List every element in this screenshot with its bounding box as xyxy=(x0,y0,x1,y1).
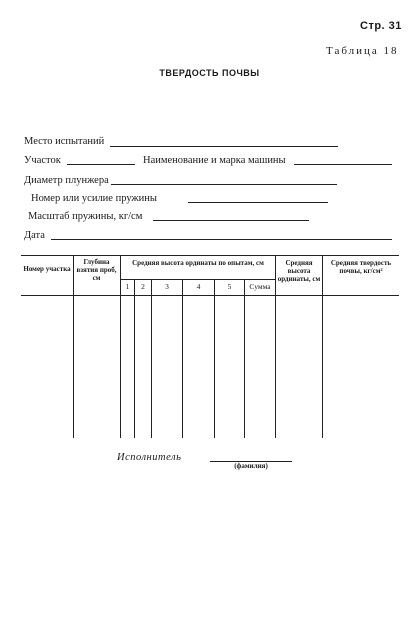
col-divider-6 xyxy=(214,279,215,438)
header-avg-ordinate: Средняя высота ординаты, см xyxy=(277,259,321,283)
table-caption: Таблица 18 xyxy=(326,45,399,57)
subcol-1: 1 xyxy=(125,282,130,291)
plunger-diameter-line[interactable] xyxy=(111,184,337,185)
site-label: Участок xyxy=(24,155,61,166)
col-divider-9 xyxy=(322,255,323,438)
page-number: Стр. 31 xyxy=(360,20,402,32)
date-label: Дата xyxy=(24,230,45,241)
test-location-label: Место испытаний xyxy=(24,136,105,147)
subcol-5: 5 xyxy=(227,282,232,291)
col-divider-5 xyxy=(182,279,183,438)
plunger-diameter-label: Диаметр плунжера xyxy=(24,175,109,186)
header-avg-hardness: Средняя твердость почвы, кг/см² xyxy=(330,259,392,275)
col-divider-7 xyxy=(244,279,245,438)
subcol-sum: Сумма xyxy=(249,282,271,291)
executor-label: Исполнитель xyxy=(117,452,182,463)
subcol-3: 3 xyxy=(165,282,169,291)
col-divider-1 xyxy=(73,255,74,438)
site-line[interactable] xyxy=(67,164,135,165)
executor-surname-hint: (фамилия) xyxy=(234,462,268,470)
date-line[interactable] xyxy=(51,239,392,240)
spring-number-label: Номер или усилие пружины xyxy=(31,193,157,204)
spring-scale-label: Масштаб пружины, кг/см xyxy=(28,211,143,222)
subcol-2: 2 xyxy=(141,282,145,291)
spring-number-line[interactable] xyxy=(188,202,328,203)
test-location-line[interactable] xyxy=(110,146,338,147)
hardness-table xyxy=(21,255,399,438)
subcol-4: 4 xyxy=(196,282,201,291)
header-plot-number: Номер участка xyxy=(23,265,71,273)
document-title: ТВЕРДОСТЬ ПОЧВЫ xyxy=(159,68,260,78)
col-divider-8 xyxy=(275,255,276,438)
table-top-rule xyxy=(21,255,399,256)
col-divider-4 xyxy=(151,279,152,438)
machine-name-label: Наименование и марка машины xyxy=(143,155,286,166)
sub-header-rule xyxy=(120,279,275,280)
header-sampling-depth: Глубина взятия проб, см xyxy=(76,258,117,282)
machine-name-line[interactable] xyxy=(294,164,392,165)
col-divider-3 xyxy=(134,279,135,438)
table-header-rule xyxy=(21,295,399,296)
spring-scale-line[interactable] xyxy=(153,220,309,221)
header-avg-ordinate-tests: Средняя высота ординаты по опытам, см xyxy=(132,259,264,267)
